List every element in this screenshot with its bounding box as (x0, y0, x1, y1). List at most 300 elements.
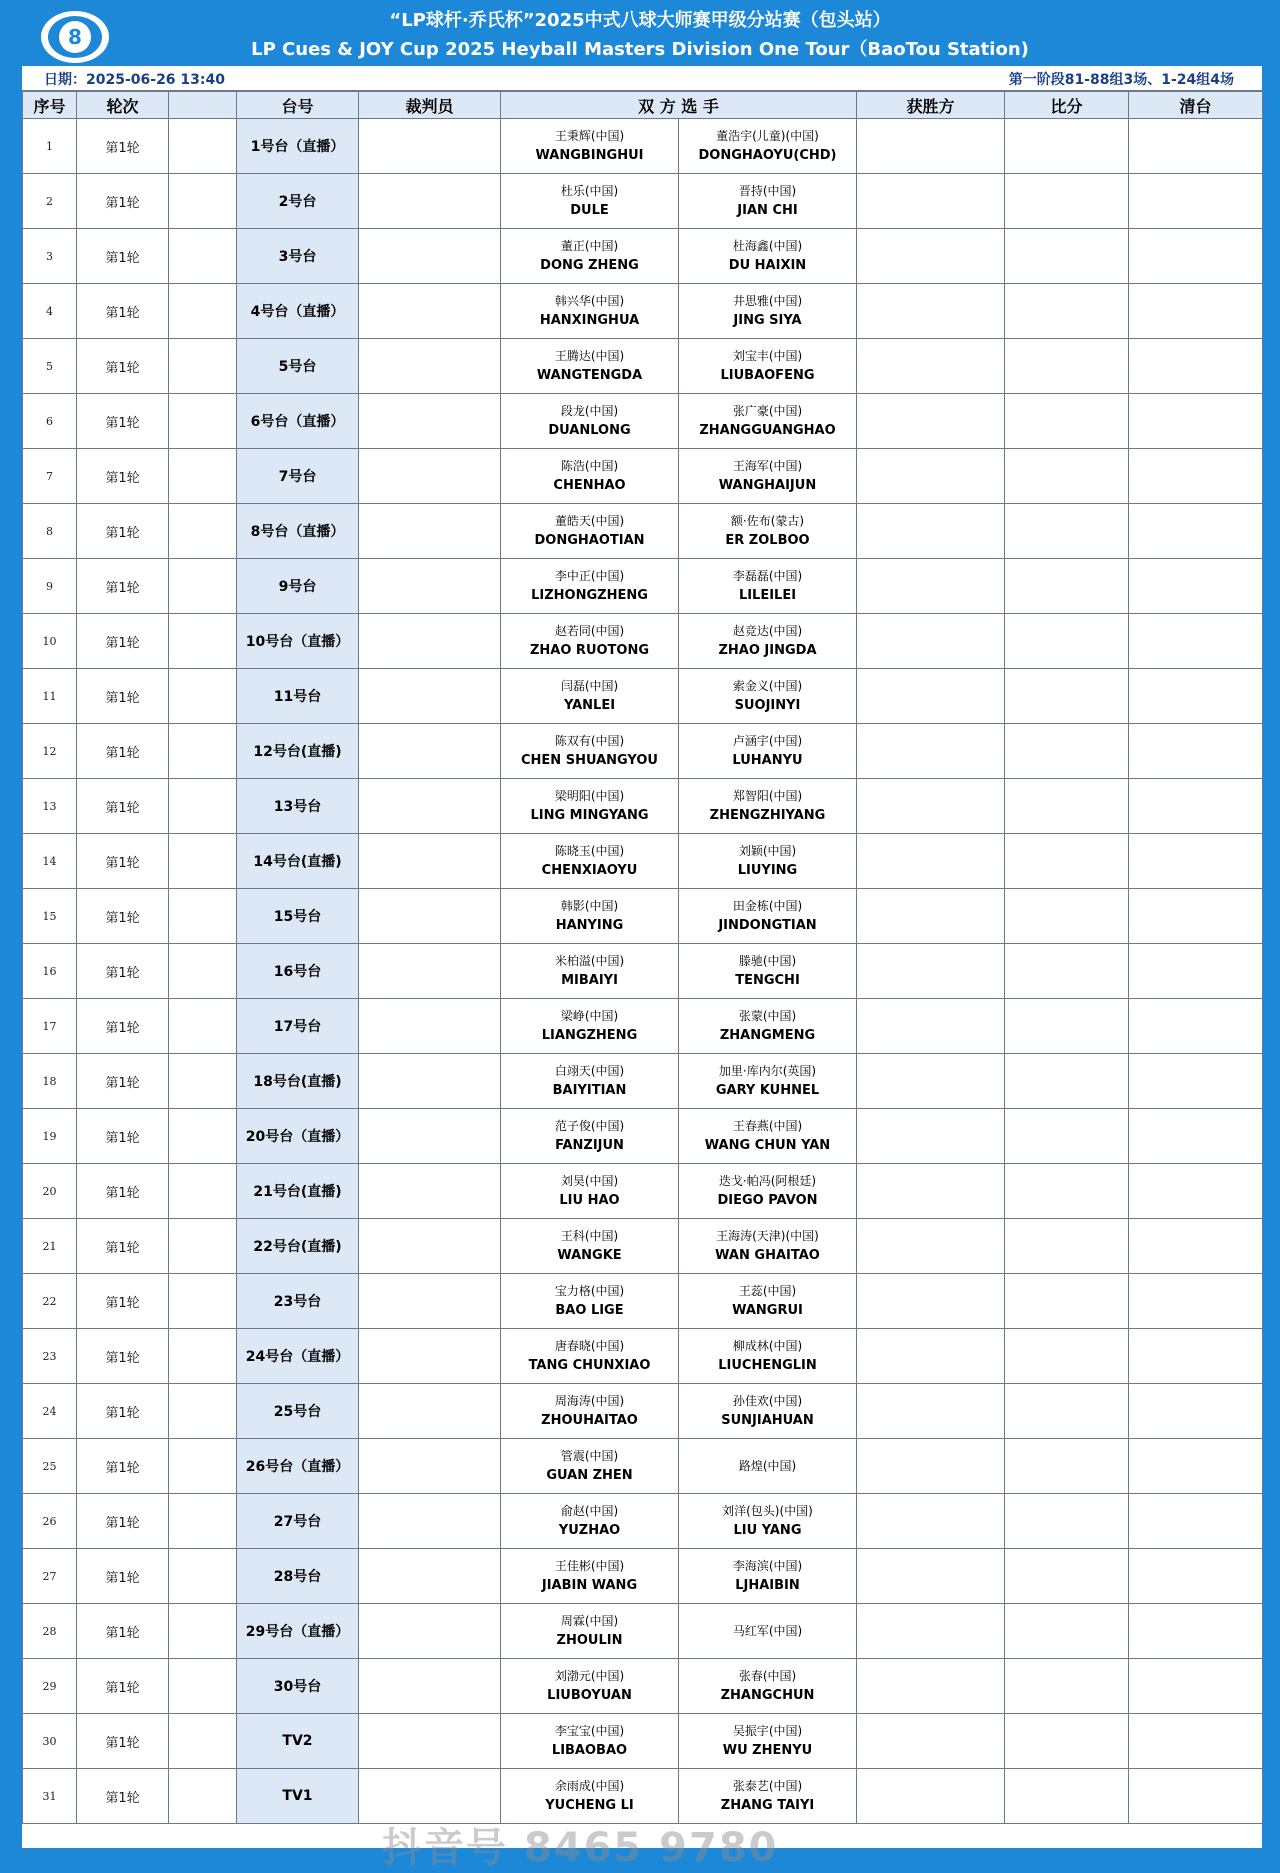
row-seq: 16 (23, 944, 77, 999)
player-1-name-cn: 段龙(中国) (560, 404, 619, 418)
player-2-name-en: DU HAIXIN (728, 258, 807, 273)
player-2-name-en: LILEILEI (738, 588, 797, 603)
row-clear (1129, 394, 1263, 449)
row-score (1005, 174, 1129, 229)
row-clear (1129, 449, 1263, 504)
row-round: 第1轮 (77, 449, 169, 504)
row-score (1005, 669, 1129, 724)
player-1-name-cn: 周海涛(中国) (554, 1394, 625, 1408)
row-score (1005, 504, 1129, 559)
row-table-number: 23号台 (237, 1274, 359, 1329)
row-clear (1129, 1714, 1263, 1769)
row-round: 第1轮 (77, 284, 169, 339)
row-round: 第1轮 (77, 1714, 169, 1769)
player-1-name-en: HANXINGHUA (539, 313, 640, 328)
table-row (23, 614, 1263, 669)
player-2-name-cn: 马红军(中国) (732, 1623, 803, 1638)
row-referee (359, 1384, 501, 1439)
row-referee (359, 1274, 501, 1329)
player-1-name-en: CHENHAO (553, 478, 626, 493)
player-2-name-en: ZHAO JINGDA (718, 643, 817, 658)
row-clear (1129, 1604, 1263, 1659)
row-referee (359, 559, 501, 614)
title-english: LP Cues & JOY Cup 2025 Heyball Masters Division One Tour（BaoTou Station) (251, 39, 1029, 60)
row-player-2 (679, 724, 857, 779)
row-score (1005, 1054, 1129, 1109)
row-winner (857, 1054, 1005, 1109)
row-player-2 (679, 1439, 857, 1494)
row-round: 第1轮 (77, 394, 169, 449)
player-1-name-cn: 俞赵(中国) (560, 1504, 619, 1518)
player-1-name-cn: 董正(中国) (560, 239, 619, 253)
row-player-1 (501, 229, 679, 284)
player-2-name-cn: 郑智阳(中国) (732, 789, 803, 803)
row-table-number: 30号台 (237, 1659, 359, 1714)
row-blank-cell (169, 834, 237, 889)
row-blank-cell (169, 1109, 237, 1164)
row-blank-cell (169, 1219, 237, 1274)
col-blank (169, 92, 237, 119)
row-clear (1129, 284, 1263, 339)
row-referee (359, 1329, 501, 1384)
player-2-name-en: DONGHAOYU(CHD) (698, 148, 837, 163)
col-seq: 序号 (23, 92, 77, 119)
table-row (23, 229, 1263, 284)
row-table-number: 29号台（直播） (237, 1604, 359, 1659)
row-score (1005, 1494, 1129, 1549)
row-table-number: 25号台 (237, 1384, 359, 1439)
table-row (23, 1054, 1263, 1109)
player-1-name-en: CHEN SHUANGYOU (521, 753, 658, 768)
player-2-name-en: WANGRUI (732, 1303, 803, 1318)
row-round: 第1轮 (77, 1549, 169, 1604)
row-player-2 (679, 559, 857, 614)
col-players: 双 方 选 手 (501, 92, 857, 119)
row-winner (857, 394, 1005, 449)
player-2-name-en: DIEGO PAVON (717, 1193, 818, 1208)
row-player-1 (501, 559, 679, 614)
player-2-name-cn: 柳成林(中国) (732, 1339, 803, 1353)
row-player-2 (679, 669, 857, 724)
row-round: 第1轮 (77, 1494, 169, 1549)
table-row (23, 1329, 1263, 1384)
row-blank-cell (169, 1439, 237, 1494)
player-1-name-en: HANYING (555, 918, 624, 933)
player-2-name-en: LUHANYU (732, 753, 803, 768)
row-table-number: 26号台（直播） (237, 1439, 359, 1494)
row-winner (857, 614, 1005, 669)
player-2-name-cn: 吴振宇(中国) (732, 1724, 803, 1738)
player-1-name-en: ZHOUHAITAO (541, 1413, 638, 1428)
row-table-number: 13号台 (237, 779, 359, 834)
player-1-name-en: LIUBOYUAN (547, 1688, 632, 1703)
row-player-2 (679, 889, 857, 944)
row-winner (857, 504, 1005, 559)
row-score (1005, 229, 1129, 284)
player-1-name-cn: 余雨成(中国) (554, 1779, 625, 1793)
row-referee (359, 449, 501, 504)
row-seq: 12 (23, 724, 77, 779)
row-blank-cell (169, 284, 237, 339)
player-1-name-en: CHENXIAOYU (541, 863, 638, 878)
player-1-name-cn: 陈浩(中国) (560, 459, 619, 473)
col-round: 轮次 (77, 92, 169, 119)
row-blank-cell (169, 394, 237, 449)
row-player-2 (679, 284, 857, 339)
row-clear (1129, 999, 1263, 1054)
row-player-1 (501, 999, 679, 1054)
row-blank-cell (169, 1164, 237, 1219)
row-blank-cell (169, 1329, 237, 1384)
player-2-name-cn: 张广豪(中国) (732, 404, 803, 418)
player-2-name-en: WU ZHENYU (722, 1743, 813, 1758)
row-round: 第1轮 (77, 889, 169, 944)
player-2-name-cn: 额·佐布(蒙古) (730, 514, 805, 528)
row-table-number: 20号台（直播） (237, 1109, 359, 1164)
row-seq: 29 (23, 1659, 77, 1714)
player-1-name-en: WANGBINGHUI (535, 148, 644, 163)
player-1-name-cn: 唐春晓(中国) (554, 1339, 625, 1353)
row-seq: 8 (23, 504, 77, 559)
player-1-name-cn: 董皓天(中国) (554, 514, 625, 528)
player-2-name-cn: 王春燕(中国) (732, 1119, 803, 1133)
row-blank-cell (169, 614, 237, 669)
row-winner (857, 834, 1005, 889)
row-winner (857, 449, 1005, 504)
row-player-2 (679, 999, 857, 1054)
row-referee (359, 174, 501, 229)
schedule-table (22, 91, 1263, 1824)
table-row (23, 889, 1263, 944)
player-2-name-en: WANGHAIJUN (718, 478, 817, 493)
row-player-1 (501, 174, 679, 229)
row-player-2 (679, 1274, 857, 1329)
row-blank-cell (169, 1384, 237, 1439)
row-referee (359, 724, 501, 779)
row-blank-cell (169, 724, 237, 779)
row-score (1005, 1384, 1129, 1439)
table-row (23, 1604, 1263, 1659)
row-round: 第1轮 (77, 1274, 169, 1329)
row-clear (1129, 944, 1263, 999)
row-table-number: 12号台(直播) (237, 724, 359, 779)
row-player-1 (501, 1439, 679, 1494)
player-1-name-cn: 范子俊(中国) (554, 1119, 625, 1133)
row-clear (1129, 669, 1263, 724)
col-referee: 裁判员 (359, 92, 501, 119)
player-1-name-cn: 闫磊(中国) (560, 679, 619, 693)
row-seq: 28 (23, 1604, 77, 1659)
row-seq: 22 (23, 1274, 77, 1329)
row-player-1 (501, 1494, 679, 1549)
row-player-1 (501, 889, 679, 944)
row-referee (359, 1714, 501, 1769)
player-1-name-cn: 赵若同(中国) (554, 624, 625, 638)
row-clear (1129, 1274, 1263, 1329)
row-clear (1129, 1494, 1263, 1549)
row-player-1 (501, 1769, 679, 1824)
row-table-number: 17号台 (237, 999, 359, 1054)
row-player-2 (679, 944, 857, 999)
player-1-name-cn: 王佳彬(中国) (554, 1559, 625, 1573)
row-winner (857, 1109, 1005, 1164)
row-player-1 (501, 669, 679, 724)
row-clear (1129, 614, 1263, 669)
row-winner (857, 1274, 1005, 1329)
player-1-name-cn: 刘渤元(中国) (554, 1669, 625, 1683)
player-2-name-en: LJHAIBIN (735, 1578, 800, 1593)
row-player-2 (679, 339, 857, 394)
row-clear (1129, 1054, 1263, 1109)
row-blank-cell (169, 1054, 237, 1109)
row-score (1005, 1274, 1129, 1329)
table-row (23, 119, 1263, 174)
row-table-number: 8号台（直播） (237, 504, 359, 559)
row-clear (1129, 559, 1263, 614)
player-1-name-cn: 白翊天(中国) (554, 1064, 625, 1078)
row-player-2 (679, 614, 857, 669)
row-round: 第1轮 (77, 999, 169, 1054)
row-player-1 (501, 1659, 679, 1714)
row-player-1 (501, 1164, 679, 1219)
player-1-name-cn: 韩影(中国) (560, 899, 619, 913)
row-player-1 (501, 1384, 679, 1439)
table-row (23, 1219, 1263, 1274)
row-seq: 7 (23, 449, 77, 504)
row-table-number: 16号台 (237, 944, 359, 999)
row-seq: 19 (23, 1109, 77, 1164)
row-score (1005, 394, 1129, 449)
player-1-name-en: MIBAIYI (561, 973, 618, 988)
row-score (1005, 944, 1129, 999)
table-row (23, 1384, 1263, 1439)
player-2-name-cn: 滕驰(中国) (738, 954, 797, 968)
row-round: 第1轮 (77, 1659, 169, 1714)
row-clear (1129, 229, 1263, 284)
row-blank-cell (169, 119, 237, 174)
row-referee (359, 1549, 501, 1604)
row-seq: 24 (23, 1384, 77, 1439)
stage-note: 第一阶段81-88组3场、1-24组4场 (1008, 72, 1234, 88)
table-row (23, 1659, 1263, 1714)
table-row (23, 1164, 1263, 1219)
row-winner (857, 1219, 1005, 1274)
row-blank-cell (169, 1769, 237, 1824)
row-clear (1129, 1439, 1263, 1494)
player-1-name-cn: 刘昊(中国) (560, 1174, 619, 1188)
player-1-name-en: ZHAO RUOTONG (529, 643, 650, 658)
row-score (1005, 1769, 1129, 1824)
row-referee (359, 1494, 501, 1549)
table-row (23, 1274, 1263, 1329)
row-player-2 (679, 1219, 857, 1274)
row-round: 第1轮 (77, 174, 169, 229)
row-round: 第1轮 (77, 1439, 169, 1494)
player-2-name-cn: 田金栋(中国) (732, 899, 803, 913)
table-row (23, 944, 1263, 999)
player-1-name-cn: 王秉辉(中国) (554, 129, 625, 143)
row-score (1005, 284, 1129, 339)
row-score (1005, 1604, 1129, 1659)
row-referee (359, 1439, 501, 1494)
row-referee (359, 1604, 501, 1659)
table-row (23, 834, 1263, 889)
col-score: 比分 (1005, 92, 1129, 119)
row-player-1 (501, 449, 679, 504)
row-seq: 10 (23, 614, 77, 669)
schedule-sheet (22, 66, 1262, 1871)
player-2-name-cn: 晋持(中国) (738, 184, 797, 198)
player-1-name-en: ZHOULIN (556, 1633, 623, 1648)
row-winner (857, 1494, 1005, 1549)
table-row (23, 504, 1263, 559)
row-player-1 (501, 779, 679, 834)
player-1-name-en: FANZIJUN (555, 1138, 624, 1153)
row-player-2 (679, 1549, 857, 1604)
row-table-number: 27号台 (237, 1494, 359, 1549)
row-table-number: TV1 (237, 1769, 359, 1824)
player-1-name-en: DULE (570, 203, 609, 218)
player-2-name-en: LIU YANG (733, 1523, 802, 1538)
row-referee (359, 834, 501, 889)
player-2-name-cn: 王海涛(天津)(中国) (716, 1229, 819, 1243)
row-referee (359, 504, 501, 559)
player-1-name-en: WANGKE (557, 1248, 622, 1263)
player-1-name-en: LIBAOBAO (551, 1743, 628, 1758)
row-player-1 (501, 944, 679, 999)
row-clear (1129, 1109, 1263, 1164)
table-row (23, 779, 1263, 834)
player-2-name-en: WAN GHAITAO (715, 1248, 820, 1263)
player-1-name-en: TANG CHUNXIAO (528, 1358, 651, 1373)
player-1-name-cn: 梁明阳(中国) (554, 789, 625, 803)
player-1-name-en: GUAN ZHEN (546, 1468, 633, 1483)
row-seq: 1 (23, 119, 77, 174)
row-winner (857, 339, 1005, 394)
row-score (1005, 1164, 1129, 1219)
row-score (1005, 1109, 1129, 1164)
row-referee (359, 339, 501, 394)
player-1-name-cn: 陈双有(中国) (554, 734, 625, 748)
row-table-number: 10号台（直播） (237, 614, 359, 669)
row-referee (359, 669, 501, 724)
row-player-1 (501, 1274, 679, 1329)
player-1-name-en: BAIYITIAN (552, 1083, 627, 1098)
row-clear (1129, 1164, 1263, 1219)
row-score (1005, 889, 1129, 944)
row-table-number: 1号台（直播） (237, 119, 359, 174)
row-seq: 18 (23, 1054, 77, 1109)
player-2-name-en: JIAN CHI (737, 203, 798, 218)
row-player-1 (501, 1714, 679, 1769)
player-2-name-en: GARY KUHNEL (715, 1083, 820, 1098)
row-player-2 (679, 1164, 857, 1219)
table-row (23, 1714, 1263, 1769)
row-player-1 (501, 339, 679, 394)
row-table-number: 6号台（直播） (237, 394, 359, 449)
row-clear (1129, 724, 1263, 779)
row-blank-cell (169, 1604, 237, 1659)
row-round: 第1轮 (77, 1604, 169, 1659)
row-round: 第1轮 (77, 1054, 169, 1109)
row-blank-cell (169, 1714, 237, 1769)
player-1-name-cn: 杜乐(中国) (560, 184, 619, 198)
row-blank-cell (169, 999, 237, 1054)
row-clear (1129, 339, 1263, 394)
row-seq: 3 (23, 229, 77, 284)
player-1-name-en: YUZHAO (558, 1523, 621, 1538)
row-round: 第1轮 (77, 229, 169, 284)
row-round: 第1轮 (77, 724, 169, 779)
row-blank-cell (169, 889, 237, 944)
player-2-name-cn: 赵竞达(中国) (732, 624, 803, 638)
table-row (23, 174, 1263, 229)
row-winner (857, 229, 1005, 284)
player-2-name-cn: 张蒙(中国) (738, 1009, 797, 1023)
row-winner (857, 1714, 1005, 1769)
row-referee (359, 1054, 501, 1109)
player-2-name-en: LIUYING (737, 863, 798, 878)
player-2-name-cn: 卢涵宇(中国) (732, 734, 803, 748)
row-clear (1129, 834, 1263, 889)
row-player-2 (679, 1604, 857, 1659)
table-row (23, 999, 1263, 1054)
row-winner (857, 1439, 1005, 1494)
row-player-1 (501, 504, 679, 559)
row-blank-cell (169, 1494, 237, 1549)
row-referee (359, 779, 501, 834)
row-score (1005, 1329, 1129, 1384)
player-2-name-cn: 刘宝丰(中国) (732, 349, 803, 363)
row-seq: 20 (23, 1164, 77, 1219)
row-referee (359, 229, 501, 284)
row-seq: 17 (23, 999, 77, 1054)
row-blank-cell (169, 669, 237, 724)
row-winner (857, 284, 1005, 339)
row-table-number: 22号台(直播) (237, 1219, 359, 1274)
row-table-number: 18号台(直播) (237, 1054, 359, 1109)
row-player-2 (679, 229, 857, 284)
row-clear (1129, 779, 1263, 834)
row-winner (857, 1604, 1005, 1659)
table-row (23, 1549, 1263, 1604)
row-score (1005, 1659, 1129, 1714)
row-player-2 (679, 1714, 857, 1769)
row-winner (857, 174, 1005, 229)
col-clear: 清台 (1129, 92, 1263, 119)
row-player-1 (501, 1549, 679, 1604)
table-row (23, 1769, 1263, 1824)
row-player-1 (501, 1109, 679, 1164)
player-2-name-cn: 董浩宇(儿童)(中国) (716, 129, 819, 143)
row-player-2 (679, 449, 857, 504)
row-winner (857, 559, 1005, 614)
row-referee (359, 999, 501, 1054)
table-row (23, 449, 1263, 504)
player-1-name-en: LIU HAO (559, 1193, 620, 1208)
row-score (1005, 1714, 1129, 1769)
player-2-name-cn: 加里·库内尔(英国) (718, 1064, 817, 1078)
row-seq: 23 (23, 1329, 77, 1384)
row-blank-cell (169, 944, 237, 999)
row-table-number: 3号台 (237, 229, 359, 284)
player-1-name-cn: 梁峥(中国) (560, 1009, 619, 1023)
row-winner (857, 944, 1005, 999)
player-1-name-en: LIZHONGZHENG (531, 588, 648, 603)
row-player-1 (501, 284, 679, 339)
player-2-name-cn: 王蕊(中国) (738, 1284, 797, 1298)
row-round: 第1轮 (77, 1219, 169, 1274)
